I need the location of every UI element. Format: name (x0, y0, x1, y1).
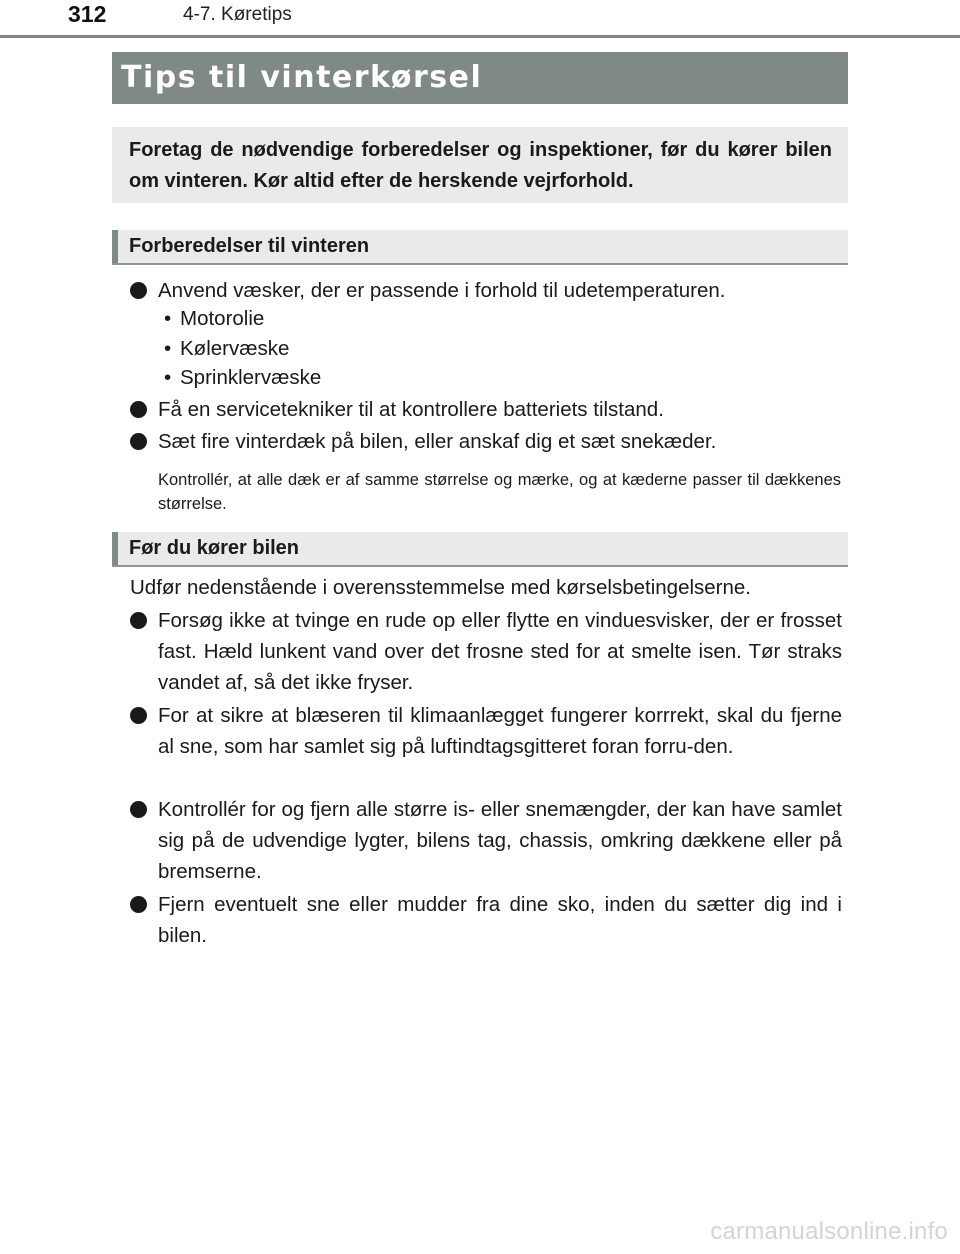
sub-list-item (164, 304, 264, 334)
section-label: 4-7. Køretips (183, 4, 292, 25)
list-item-text: Fjern eventuelt sne eller mudder fra dine sko, inden du sætter dig ind i bilen. (158, 893, 842, 947)
note-text: Kontrollér, at alle dæk er af samme størrelse og mærke, og at kæderne passer til dækkenes størrelse. (158, 471, 841, 513)
sub-bullet-icon: • (164, 337, 172, 360)
list-item-text: Forsøg ikke at tvinge en rude op eller flytte en vinduesvisker, der er frosset fast. Hæld lunkent vand over det frosne sted for at smelte isen. Tør straks vandet af, så det ikke fryser. (158, 609, 842, 694)
section-heading-text: Forberedelser til vinteren (129, 235, 370, 257)
section-heading-before-driving (112, 532, 848, 567)
bullet-icon (130, 612, 147, 629)
page-number: 312 (68, 1, 107, 27)
sub-list-item-text: Kølervæske (180, 337, 290, 360)
page-header (0, 0, 960, 40)
bullet-icon (130, 801, 147, 818)
list-item-text: Anvend væsker, der er passende i forhold til udetemperaturen. (158, 279, 726, 302)
sub-list-item-text: Sprinklervæske (180, 366, 322, 389)
list-item-text: For at sikre at blæseren til klimaanlægget fungerer korrrekt, skal du fjerne al sne, som har samlet sig på luftindtagsgitteret foran forru-den. (158, 704, 842, 758)
section-heading-text: Før du kører bilen (129, 537, 300, 559)
title-bar (112, 52, 848, 104)
sub-list-item (164, 363, 321, 393)
intro-box (112, 127, 848, 203)
list-item-text: Sæt fire vinterdæk på bilen, eller anskaf dig et sæt snekæder. (158, 430, 717, 453)
sub-list-item-text: Motorolie (180, 307, 265, 330)
bullet-icon (130, 401, 147, 418)
bullet-icon (130, 896, 147, 913)
intro-text: Foretag de nødvendige forberedelser og inspektioner, før du kører bilen om vinteren. Kør altid efter de herskende vejrforhold. (129, 139, 832, 192)
section-intro: Udfør nedenstående i overensstemmelse med kørselsbetingelserne. (130, 576, 751, 599)
sub-bullet-icon: • (164, 366, 172, 389)
page-title: Tips til vinterkørsel (121, 60, 483, 95)
list-item-text: Få en servicetekniker til at kontrollere batteriets tilstand. (158, 398, 664, 421)
bullet-icon (130, 707, 147, 724)
section-heading-preparations (112, 230, 848, 265)
sub-bullet-icon: • (164, 307, 172, 330)
bullet-icon (130, 282, 147, 299)
sub-list-item (164, 334, 289, 364)
list-item-text: Kontrollér for og fjern alle større is- eller snemængder, der kan have samlet sig på de udvendige lygter, bilens tag, chassis, omkring dækkene eller på bremserne. (158, 798, 842, 883)
bullet-icon (130, 433, 147, 450)
header-divider (0, 35, 960, 38)
watermark: carmanualsonline.info (710, 1218, 948, 1245)
